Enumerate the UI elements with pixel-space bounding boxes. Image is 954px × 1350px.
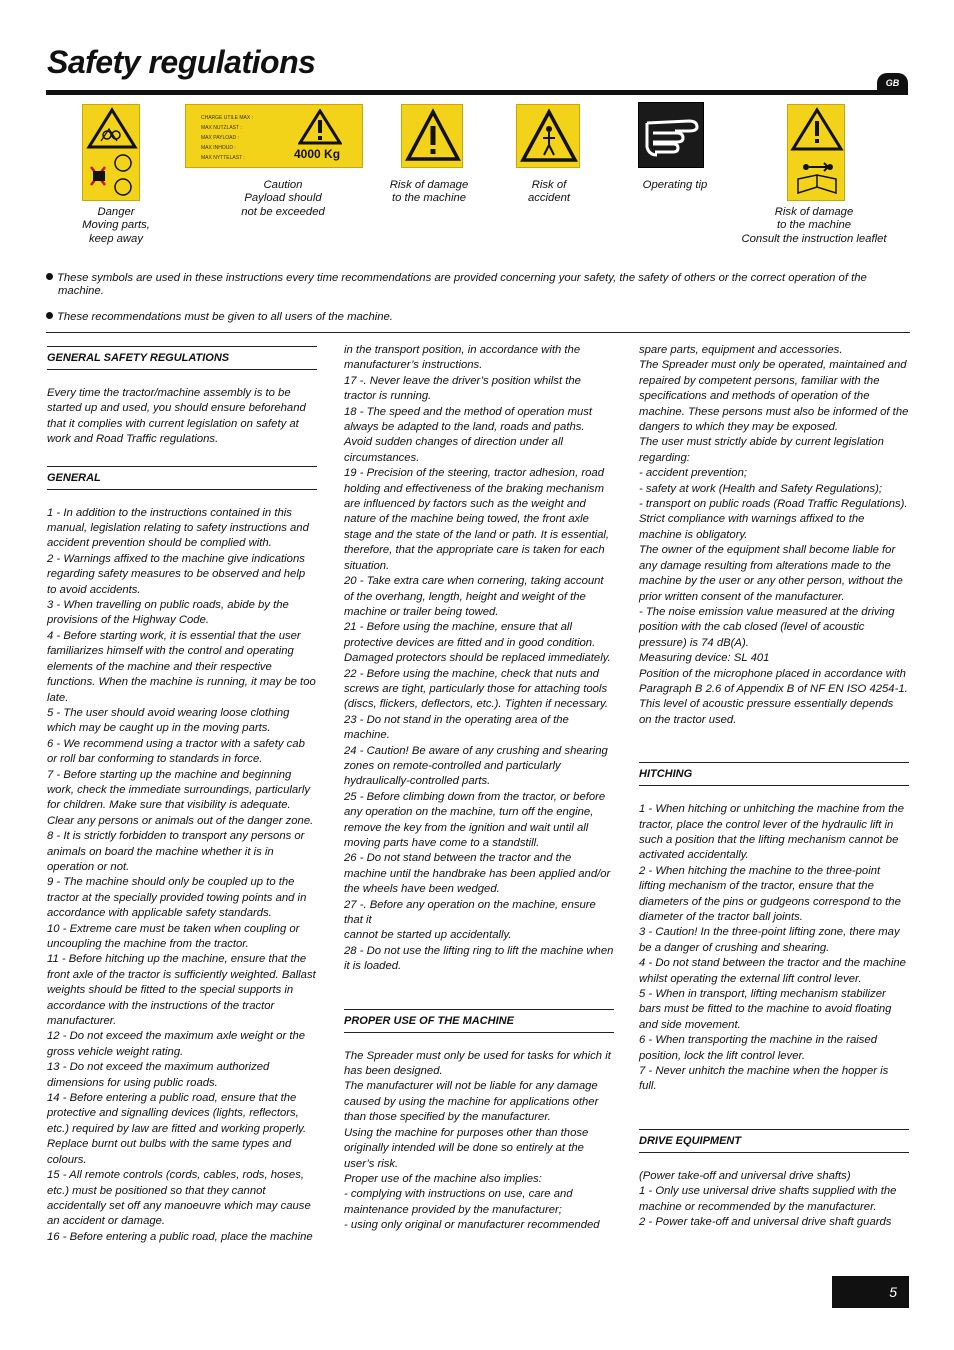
paragraph: The Spreader must only be operated, maintained and repaired by competent persons, familiar with the specifications and methods of operation of the machine. These persons must also be informed of the dangers to which they may be exposed. xyxy=(639,359,909,434)
list-item: - transport on public roads (Road Traffic Regulations). xyxy=(639,498,908,511)
intro-bullet-users: These recommendations must be given to all users of the machine. xyxy=(46,311,910,324)
list-item: 4 - Before starting work, it is essential that the user familiarizes himself with the control and operating elements of the machine and their respective functions. When the machine is running, it may be too late. xyxy=(47,629,316,704)
bullet-icon xyxy=(46,273,53,280)
list-item: 19 - Precision of the steering, tractor adhesion, road holding and effectiveness of the braking mechanism are influenced by factors such as the weight and nature of the machine being towed, the front axle stage and the state of the land or path. It is essential, therefore, that the appropriate care is taken for each situation. xyxy=(344,467,610,572)
accident-caption: Risk of accident xyxy=(527,179,571,205)
heading-general-safety-regulations: GENERAL SAFETY REGULATIONS xyxy=(47,346,317,370)
list-item: 5 - The user should avoid wearing loose clothing which may be caught up in the moving parts. xyxy=(47,706,290,735)
paragraph: Measuring device: SL 401 xyxy=(639,652,770,665)
payload-label-lines: CHARGE UTILE MAX : MAX NUTZLAST : MAX PAYLOAD : MAX INHOUD : MAX NYTTELAST : xyxy=(201,115,253,161)
damage-sign xyxy=(401,104,463,168)
leaflet-caption: Risk of damage to the machine Consult the instruction leaflet xyxy=(741,206,887,245)
list-item: 6 - When transporting the machine in the raised position, lock the lift control lever. xyxy=(639,1034,877,1062)
section-divider xyxy=(46,332,910,333)
paragraph: Strict compliance with warnings affixed to the machine is obligatory. xyxy=(639,513,865,541)
heading-drive-equipment: DRIVE EQUIPMENT xyxy=(639,1129,909,1153)
list-item: - safety at work (Health and Safety Regulations); xyxy=(639,482,882,495)
list-item: 1 - In addition to the instructions contained in this manual, legislation relating to safety instructions and accident prevention should be complied with. xyxy=(47,506,309,550)
pointing-hand-icon xyxy=(639,103,705,169)
list-item: 10 - Extreme care must be taken when coupling or uncoupling the machine from the tractor. xyxy=(47,922,300,950)
paragraph: The user must strictly abide by current legislation regarding: xyxy=(639,436,884,464)
damage-caption: Risk of damage to the machine xyxy=(389,179,469,205)
list-item: 22 - Before using the machine, check that nuts and screws are tight, particularly those for attaching tools (discs, flickers, deflectors, etc.). Tighten if necessary. xyxy=(344,667,608,711)
danger-moving-parts-sign xyxy=(82,104,140,201)
list-item: 28 - Do not use the lifting ring to lift the machine when it is loaded. xyxy=(344,944,614,973)
paragraph: The owner of the equipment shall become liable for any damage resulting from alterations made to the machine by the user or any other person, without the prior written consent of the manufacturer. xyxy=(639,544,903,603)
column-2 xyxy=(344,343,614,1234)
list-item: 3 - When travelling on public roads, abide by the provisions of the Highway Code. xyxy=(47,599,289,627)
list-item: 2 - Warnings affixed to the machine give indications regarding safety measures to be observed and help to avoid accidents. xyxy=(47,552,306,596)
list-item: 25 - Before climbing down from the tractor, or before any operation on the machine, turn off the engine, remove the key from the ignition and wait until all moving parts have come to a standstill. xyxy=(344,790,606,849)
consult-leaflet-sign xyxy=(787,104,845,201)
column-1 xyxy=(47,343,317,1245)
intro-bullet-symbols: These symbols are used in these instructions every time recommendations are provided concerning your safety, the safety of others or the correct operation of the machine. xyxy=(46,272,910,298)
heading-general: GENERAL xyxy=(47,466,317,490)
paragraph: The manufacturer will not be liable for any damage caused by using the machine for applications other than those specified by the manufacturer. xyxy=(344,1080,599,1124)
tip-caption: Operating tip xyxy=(642,179,708,191)
paragraph: Proper use of the machine also implies: xyxy=(344,1172,542,1185)
payload-caption: Caution Payload should not be exceeded xyxy=(241,179,325,218)
list-item: 7 - Never unhitch the machine when the hopper is full. xyxy=(639,1065,889,1093)
list-item: 4 - Do not stand between the tractor and the machine whilst operating the external lift control lever. xyxy=(639,957,906,985)
payload-value: 4000 Kg xyxy=(294,147,341,161)
paragraph: spare parts, equipment and accessories. xyxy=(639,344,843,356)
list-item: 15 - All remote controls (cords, cables, rods, hoses, etc.) must be positioned so that they cannot accidentally set off any manoeuvre which may cause an accident or damage. xyxy=(47,1169,311,1228)
list-item: 23 - Do not stand in the operating area of the machine. xyxy=(344,713,569,742)
list-item: 27 -. Before any operation on the machine, ensure that it xyxy=(344,898,596,927)
list-item: 26 - Do not stand between the tractor and the machine until the handbrake has been applied and/or the wheels have been wedged. xyxy=(344,852,611,896)
danger-caption: Danger Moving parts, keep away xyxy=(82,206,150,245)
paragraph: - The noise emission value measured at the driving position with the cab closed (level of acoustic pressure) is 74 dB(A). xyxy=(639,605,895,649)
page-title: Safety regulations xyxy=(47,44,316,80)
list-item: 14 - Before entering a public road, ensure that the protective and signalling devices (lights, reflectors, etc.) required by law are fitted and working properly. Replace burnt out bulbs with the same types and colours. xyxy=(47,1092,307,1166)
list-item: 5 - When in transport, lifting mechanism stabilizer bars must be fitted to the machine to avoid floating and side movement. xyxy=(639,988,892,1031)
list-item: 1 - Only use universal drive shafts supplied with the machine or recommended by the manufacturer. xyxy=(639,1185,897,1213)
title-rule xyxy=(46,90,908,95)
paragraph: Position of the microphone placed in accordance with Paragraph B 2.6 of Appendix B of NF EN ISO 4254-1. xyxy=(639,667,908,695)
list-item: 13 - Do not exceed the maximum authorized dimensions for using public roads. xyxy=(47,1061,270,1089)
paragraph: The Spreader must only be used for tasks for which it has been designed. xyxy=(344,1049,611,1078)
list-item: 3 - Caution! In the three-point lifting zone, there may be a danger of crushing and shearing. xyxy=(639,926,900,954)
warning-person-icon xyxy=(517,105,581,169)
list-item: 20 - Take extra care when cornering, taking account of the overhang, length, height and weight of the machine or trailer being towed. xyxy=(344,575,604,618)
bullet-icon xyxy=(46,312,53,319)
list-item: 2 - Power take-off and universal drive shaft guards xyxy=(639,1216,892,1229)
list-item: 12 - Do not exceed the maximum axle weight or the gross vehicle weight rating. xyxy=(47,1030,306,1058)
payload-sign xyxy=(185,104,363,168)
column-3 xyxy=(639,343,909,1231)
list-item: 17 -. Never leave the driver’s position whilst the tractor is running. xyxy=(344,374,581,403)
list-item: 16 - Before entering a public road, place the machine xyxy=(47,1230,313,1243)
list-item: 1 - When hitching or unhitching the machine from the tractor, place the control lever of the hydraulic lift in such a position that the lifting mechanism cannot be activated accidentally. xyxy=(639,803,904,862)
list-item: 6 - We recommend using a tractor with a safety cab or roll bar conforming to standards in force. xyxy=(47,737,305,766)
warning-triangle-icon xyxy=(402,105,464,169)
list-item: 7 - Before starting up the machine and beginning work, check the immediate surroundings, particularly for children. Make sure that visibility is adequate. Clear any persons or animals out of the danger zone. xyxy=(47,768,314,827)
paragraph: Every time the tractor/machine assembly is to be started up and used, you should ensure beforehand that it complies with current legislation on safety at work and Road Traffic regulations. xyxy=(47,387,306,446)
list-item: in the transport position, in accordance with the manufacturer’s instructions. xyxy=(344,344,581,372)
paragraph: This level of acoustic pressure essentially depends on the tractor used. xyxy=(639,698,894,726)
list-item: - using only original or manufacturer recommended xyxy=(344,1219,600,1232)
operating-tip-sign xyxy=(638,102,704,168)
list-item: - complying with instructions on use, care and maintenance provided by the manufacturer; xyxy=(344,1188,573,1216)
language-badge: GB xyxy=(877,73,908,93)
paragraph: (Power take-off and universal drive shafts) xyxy=(639,1169,851,1182)
warning-triangle-icon xyxy=(298,109,342,145)
heading-proper-use: PROPER USE OF THE MACHINE xyxy=(344,1009,614,1033)
list-item: 24 - Caution! Be aware of any crushing and shearing zones on remote-controlled and particularly hydraulically-controlled parts. xyxy=(344,744,608,788)
heading-hitching: HITCHING xyxy=(639,762,909,786)
list-item: 2 - When hitching the machine to the three-point lifting mechanism of the tractor, ensure that the diameters of the pins or gudgeons correspond to the diameter of the tractor ball joints. xyxy=(639,864,901,923)
list-item: 11 - Before hitching up the machine, ensure that the front axle of the tractor is sufficiently weighted. Ballast weights should be fitted to the special supports in accordance with the instructions of the tractor manufacturer. xyxy=(47,953,316,1028)
list-item: cannot be started up accidentally. xyxy=(344,929,512,942)
list-item: 21 - Before using the machine, ensure that all protective devices are fitted and in good condition. Damaged protectors should be replaced immediately. xyxy=(344,621,611,665)
list-item: 8 - It is strictly forbidden to transport any persons or animals on board the machine whether it is in operation or not. xyxy=(47,830,305,873)
list-item: 9 - The machine should only be coupled up to the tractor at the specially provided towing points and in accordance with applicable safety standards. xyxy=(47,876,307,920)
accident-sign xyxy=(516,104,580,168)
paragraph: Using the machine for purposes other than those originally intended will be done so entirely at the user’s risk. xyxy=(344,1126,589,1170)
page-number: 5 xyxy=(832,1276,909,1308)
list-item: 18 - The speed and the method of operation must always be adapted to the land, roads and paths. Avoid sudden changes of direction under all circumstances. xyxy=(344,405,593,464)
list-item: - accident prevention; xyxy=(639,467,748,480)
